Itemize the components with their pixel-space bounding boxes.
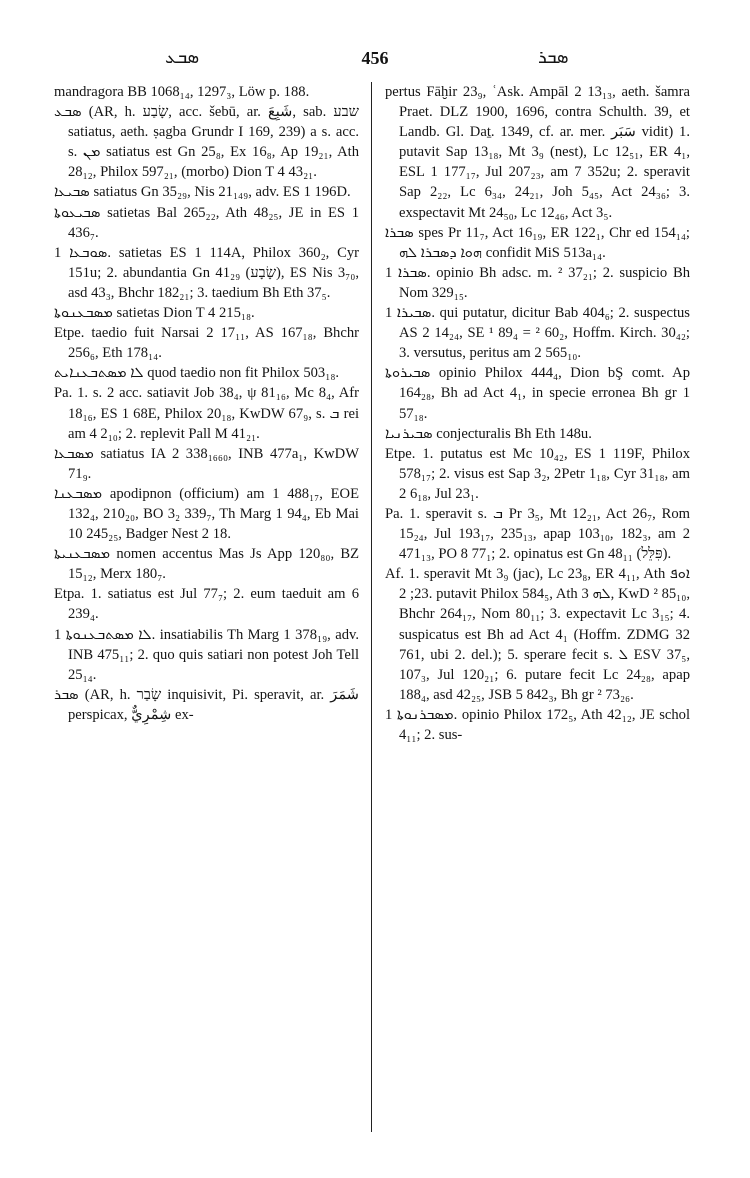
- dictionary-entry: ܣܒܪܐ spes Pr 11₇, Act 16₁₉, ER 122₁, Chr ed 154₁₄; ܗܘܐ ܕܣܒܪܐ ܠܗ confidit MiS 513a₁₄.: [385, 224, 690, 261]
- dictionary-entry: mandragora BB 1068₁₄, 1297₃, Löw p. 188.: [54, 84, 310, 100]
- dictionary-entry: ܣܒܝܥܐ satiatus Gn 35₂₉, Nis 21₁₄₉, adv. ES 1 196D.: [54, 184, 351, 201]
- dictionary-entry: ܣܒܪܐ 1. opinio Bh adsc. m. ² 37₂₁; 2. suspicio Bh Nom 329₁₅.: [385, 264, 690, 301]
- dictionary-entry: ܡܣܒܥܢܐ apodipnon (officium) am 1 488₁₇, EOE 132₄, 210₂₀, BO 3₂ 339₇, Th Marg 1 94₄, Eb Mai 10 245₂₅, Badger Nest 2 18.: [54, 485, 359, 543]
- dictionary-entry: ܡܣܒܥܐ satiatus IA 2 338₁₆₆₀, INB 477a₁, KwDW 71₉.: [54, 445, 359, 482]
- dictionary-entry: ܣܒܪ (AR, h. שָׂבַר inquisivit, Pi. speravit, ar. شَمَرَ perspicax, شِمْرِيٌّ ex-: [54, 686, 359, 723]
- dictionary-entry: ܠܐ ܡܣܬܒܥܢܘܬܐ 1. insatiabilis Th Marg 1 378₁₉, adv. INB 475₁₁; 2. quo quis satiari non potest Joh Tell 25₁₄.: [54, 626, 359, 683]
- column-divider: [371, 82, 372, 1132]
- header-right-syriac: ܣܒܪ: [538, 47, 569, 68]
- dictionary-entry: pertus Fāḫir 23₉, ʿAsk. Ampāl 2 13₁₃, aeth. šamra Praet. DLZ 1900, 1696, contra Schulth. 39, et Landb. Gl. Daṯ. 1349, cf. ar. mer. سَبَر vidit) 1. putavit Sap 13₁₈, Mt 3₉ (nest), Lc 12₅₁, ER 4₁, ESL 1 177₁₇, Jul 207₂₃, am 7 352u; 2. speravit Sap 2₂₂, Lc 6₃₄, 24₂₁, Joh 5₄₅, Act 24₃₆; 3. exspectavit Mt 24₅₀, Lc 12₄₆, Act 3₅.: [385, 84, 690, 221]
- dictionary-entry: Etpe. taedio fuit Narsai 2 17₁₁, AS 167₁₈, Bhchr 256₆, Eth 178₁₄.: [54, 325, 359, 362]
- dictionary-entry: ܣܒܝܪܢܝܐ conjecturalis Bh Eth 148u.: [385, 425, 592, 442]
- right-column: [385, 82, 690, 1142]
- dictionary-entry: Pa. 1. speravit s. ܒ Pr 3₅, Mt 12₂₁, Act 26₇, Rom 15₂₄, Jul 193₁₇, 235₁₃, apap 103₁₀, 182₃, am 2 471₁₃, PO 8 77₁; 2. opinatus est Gn 48₁₁ (פִּלֵּל).: [385, 505, 690, 563]
- header-left-syriac: ܣܒܥ: [165, 47, 200, 68]
- dictionary-entry: Af. 1. speravit Mt 3₉ (jac), Lc 23₈, ER 4₁₁, Ath ܐܘܦ 23; 2. putavit Philox 584₅, Ath ܠܗ 3, KwD ² 85₁₀, Bhchr 264₁₇, Nom 80₁₁; 3. expectavit Lc 3₁₅; 4. suspicatus est Bh ad Act 4₁ (Hoffm. ZDMG 32 761, ubi 2. del.); 5. sperare fecit s. ܠ ESV 37₅, 107₃, Jul 120₂₁; 6. putare fecit Lc 24₂₈, apap 188₄, asd 42₂₅, JSB 5 842₃, Bh gr ² 73₂₆.: [385, 566, 690, 703]
- page-number: 456: [361, 48, 389, 68]
- dictionary-entry: Etpe. 1. putatus est Mc 10₄₂, ES 1 119F, Philox 578₁₇; 2. visus est Sap 3₂, 2Petr 1₁₈, Cyr 31₁₈, am 2 6₁₈, Jul 23₁.: [385, 445, 690, 502]
- dictionary-entry: Etpa. 1. satiatus est Jul 77₇; 2. eum taeduit am 6 239₄.: [54, 586, 359, 623]
- running-header: [0, 44, 750, 72]
- dictionary-entry: ܡܣܒܥܢܝܬܐ nomen accentus Mas Js App 120₈₀, BZ 15₁₂, Merx 180₇.: [54, 546, 359, 583]
- dictionary-entry: ܠܐ ܡܣܬܒܥܢܐܝܬ quod taedio non fit Philox 503₁₈.: [54, 365, 340, 382]
- dictionary-entry: ܣܒܝܥܘܬܐ satietas Bal 265₂₂, Ath 48₂₅, JE in ES 1 436₇.: [54, 204, 359, 241]
- dictionary-entry: Pa. 1. s. 2 acc. satiavit Job 38₄, ψ 81₁₆, Mc 8₄, Afr 18₁₆, ES 1 68E, Philox 20₁₈, KwDW 67₉, s. ܒ rei am 4 2₁₀; 2. replevit Pall M 41₂₁.: [54, 385, 359, 442]
- left-column: [54, 82, 359, 1142]
- dictionary-entry: ܣܒܝܪܘܬܐ opinio Philox 444₄, Dion bŞ comt. Ap 164₂₈, Bh ad Act 4₁, in specie erronea Bh gr 1 57₁₈.: [385, 365, 690, 422]
- dictionary-entry: ܡܣܒܪܢܘܬܐ 1. opinio Philox 172₅, Ath 42₁₂, JE schol 4₁₁; 2. sus-: [385, 706, 690, 743]
- dictionary-entry: ܣܒܝܪܐ 1. qui putatur, dicitur Bab 404₆; 2. suspectus AS 2 14₂₄, SE ¹ 89₄ = ² 60₂, Hoffm. Kirch. 30₄₂; 3. versutus, peritus am 2 565₁₀.: [385, 305, 690, 362]
- dictionary-entry: ܣܒܥ (AR, h. שָׂבַע, acc. šebū, ar. شَبِعَ, sab. שבע satiatus, aeth. ṣagba Grundr I 169, 239) a s. acc. s. ܡܢ satiatus est Gn 25₈, Ex 16₈, Ap 19₂₁, Ath 28₁₂, Philox 597₂₁, (morbo) Dion T 4 43₂₁.: [54, 104, 359, 181]
- dictionary-entry: ܣܘܒܥܐ 1. satietas ES 1 114A, Philox 360₂, Cyr 151u; 2. abundantia Gn 41₂₉ (שָׂבָע), ES Nis 3₇₀, asd 43₃, Bhchr 182₂₁; 3. taedium Bh Eth 37₅.: [54, 244, 359, 301]
- dictionary-entry: ܡܣܒܥܢܘܬܐ satietas Dion T 4 215₁₈.: [54, 305, 255, 322]
